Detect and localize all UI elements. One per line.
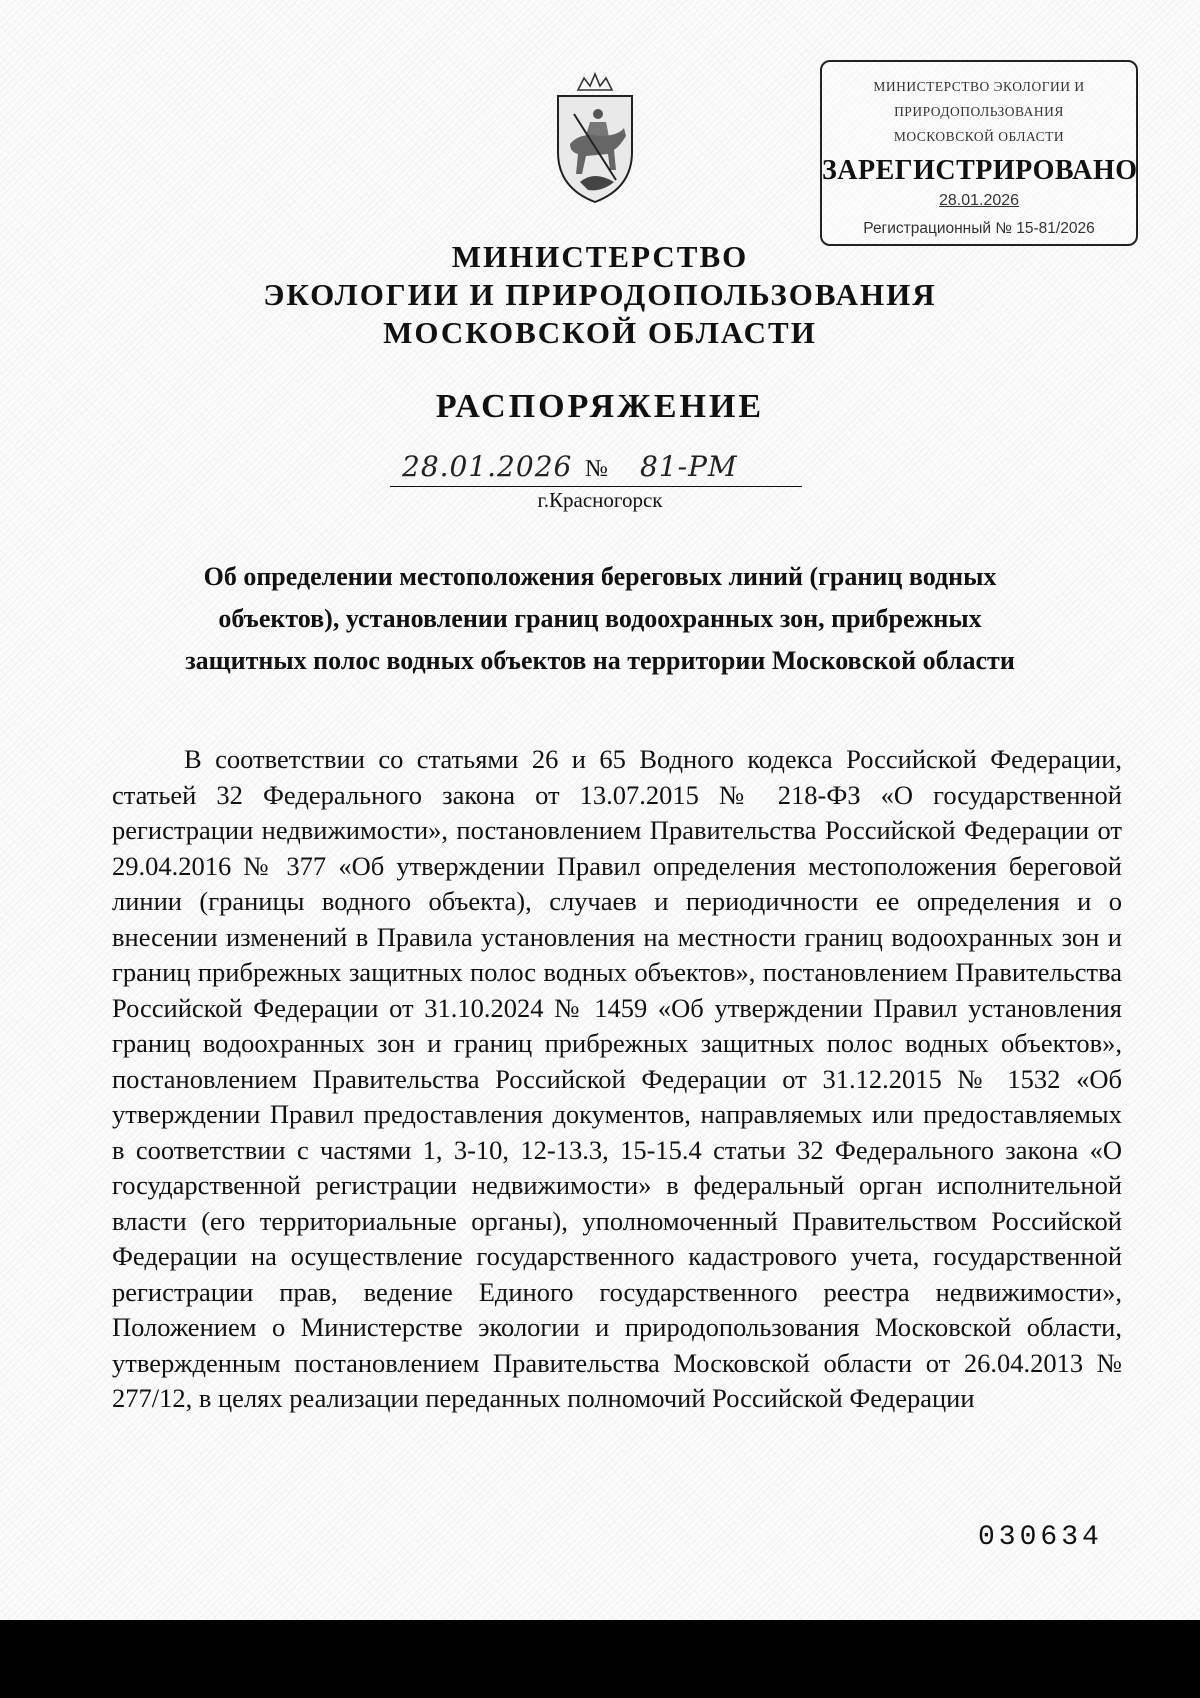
stamp-date: 28.01.2026 xyxy=(938,192,1020,209)
serial-number: 030634 xyxy=(978,1522,1103,1553)
stamp-org-line: ПРИРОДОПОЛЬЗОВАНИЯ xyxy=(894,104,1064,119)
stamp-organization xyxy=(822,74,1136,149)
handwritten-date: 28.01.2026 xyxy=(402,450,573,483)
ministry-name xyxy=(0,238,1200,352)
city: г.Красногорск xyxy=(537,488,663,512)
registration-stamp xyxy=(820,60,1138,246)
document-title xyxy=(150,556,1050,682)
ministry-name-line: МОСКОВСКОЙ ОБЛАСТИ xyxy=(383,315,817,350)
body-paragraph: В соответствии со статьями 26 и 65 Водного кодекса Российской Федерации, статьей 32 Федерального закона от 13.07.2015 № 218-ФЗ «О государственной регистрации недвижимости», постановлением Правительства Российской Федерации от 29.04.2016 № 377 «Об утверждении Правил определения местоположения береговой линии (границы водного объекта), случаев и периодичности ее определения и о внесении изменений в Правила установления на местности границ водоохранных зон и границ прибрежных защитных полос водных объектов», постановлением Правительства Российской Федерации от 31.10.2024 № 1459 «Об утверждении Правил установления границ водоохранных зон и границ прибрежных защитных полос водных объектов», постановлением Правительства Российской Федерации от 31.12.2015 № 1532 «Об утверждении Правил предоставления документов, направляемых или предоставляемых в соответствии с частями 1, 3-10, 12-13.3, 15-15.4 статьи 32 Федерального закона «О государственной регистрации недвижимости» в федеральный орган исполнительной власти (его территориальные органы), уполномоченный Правительством Российской Федерации на осуществление государственного кадастрового учета, государственной регистрации прав, ведение Единого государственного реестра недвижимости», Положением о Министерстве экологии и природопользования Московской области, утвержденным постановлением Правительства Московской области от 26.04.2013 № 277/12, в целях реализации переданных полномочий Российской Федерации xyxy=(112,744,1122,1413)
scan-bottom-border xyxy=(0,1620,1200,1698)
ministry-name-line: МИНИСТЕРСТВО xyxy=(451,239,749,274)
stamp-org-line: МИНИСТЕРСТВО ЭКОЛОГИИ И xyxy=(873,79,1085,94)
number-sign: № xyxy=(585,456,608,482)
registration-line xyxy=(390,452,802,487)
ministry-name-line: ЭКОЛОГИИ И ПРИРОДОПОЛЬЗОВАНИЯ xyxy=(263,277,937,312)
stamp-registration-number: Регистрационный № 15-81/2026 xyxy=(863,220,1095,237)
title-line: защитных полос водных объектов на территории Московской области xyxy=(185,646,1015,675)
title-line: Об определении местоположения береговых линий (границ водных xyxy=(203,562,997,591)
stamp-org-line: МОСКОВСКОЙ ОБЛАСТИ xyxy=(893,129,1065,144)
stamp-status: ЗАРЕГИСТРИРОВАНО xyxy=(822,155,1138,186)
document-type: РАСПОРЯЖЕНИЕ xyxy=(435,388,765,425)
handwritten-number: 81-РМ xyxy=(640,450,738,483)
moscow-oblast-coat-of-arms-icon xyxy=(540,70,650,208)
title-line: объектов), установлении границ водоохранных зон, прибрежных xyxy=(218,604,982,633)
